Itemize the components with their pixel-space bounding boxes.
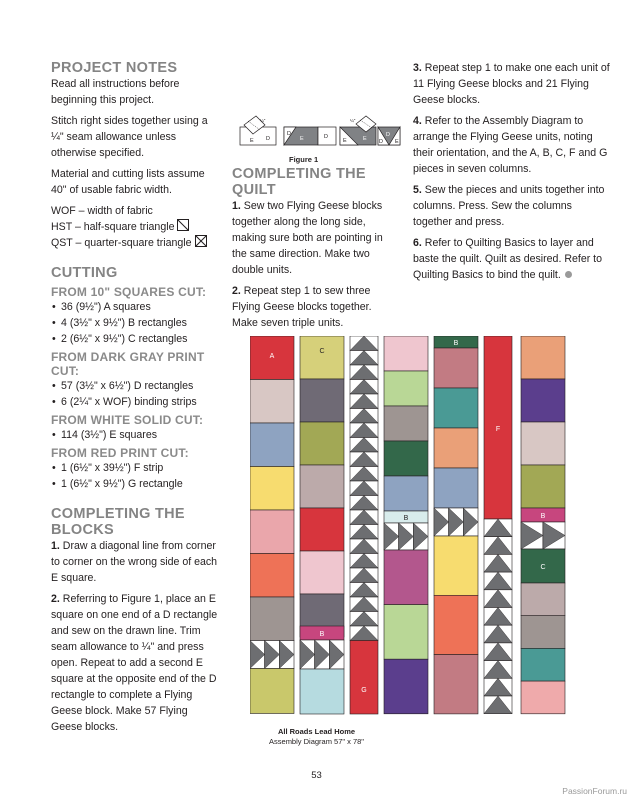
quilt-piece-a <box>300 508 344 551</box>
quilt-piece-a <box>250 510 294 554</box>
fig-label: E <box>343 138 347 144</box>
cutting-item: • 1 (6½" x 9½") G rectangle <box>51 476 221 492</box>
right-column <box>413 60 613 283</box>
piece-label: B <box>540 513 546 520</box>
quilt-piece-a <box>521 681 565 714</box>
quilt-step-6: 6. Refer to Quilting Basics to layer and baste the quilt. Quilt as desired. Refer to Quilting Basics to bind the quilt. <box>413 237 603 281</box>
diagram-subtitle: Assembly Diagram 57" x 78" <box>269 737 364 746</box>
quilt-piece-a <box>384 371 428 406</box>
notes-p2: Stitch right sides together using a ¼" seam allowance unless otherwise specified. <box>51 115 208 159</box>
half-square-triangle-icon <box>177 219 189 231</box>
fig-measure: ¼" <box>260 118 266 123</box>
fig-label: D <box>379 139 383 145</box>
fig-label: E <box>363 136 367 142</box>
quarter-square-triangle-icon <box>195 235 207 247</box>
end-mark-icon <box>565 271 572 278</box>
piece-label: A <box>269 353 275 360</box>
quilt-piece-a <box>384 406 428 441</box>
cutting-heading: CUTTING <box>51 265 118 281</box>
quilt-piece-a <box>434 428 478 468</box>
cutting-item: • 36 (9½") A squares <box>51 299 221 315</box>
cutting-item: • 6 (2¼" x WOF) binding strips <box>51 394 221 410</box>
quilt-piece-a <box>300 379 344 422</box>
quilt-step-5: 5. Sew the pieces and units together into columns. Press. Sew the columns together and press. <box>413 184 605 228</box>
quilt-piece-a <box>521 648 565 681</box>
piece-label: B <box>403 515 409 522</box>
quilt-step-3: 3. Repeat step 1 to make one each unit of 11 Flying Geese blocks and 21 Flying Geese blocks. <box>413 62 610 106</box>
notes-wof: WOF – width of fabric <box>51 205 153 217</box>
quilt-piece-a <box>434 468 478 508</box>
quilt-piece-a <box>521 465 565 508</box>
watermark: PassionForum.ru <box>562 786 627 796</box>
quilt-piece-a <box>521 422 565 465</box>
quilt-piece-a <box>434 348 478 388</box>
quilt-piece-a <box>521 616 565 649</box>
quilt-piece-a <box>250 423 294 467</box>
fig-label: D <box>287 131 291 137</box>
completing-blocks-heading: COMPLETING THE BLOCKS <box>51 506 185 538</box>
fig-label: D <box>266 136 270 142</box>
completing-quilt-heading: COMPLETING THE QUILT <box>232 166 366 198</box>
quilt-piece-a <box>384 336 428 371</box>
quilt-piece-a <box>250 554 294 598</box>
quilt-piece-a <box>300 465 344 508</box>
quilt-piece-a <box>250 467 294 511</box>
cutting-item: • 57 (3½" x 6½") D rectangles <box>51 378 221 394</box>
quilt-piece-a <box>384 476 428 511</box>
notes-hst: HST – half-square triangle <box>51 219 221 235</box>
cutting-item: • 1 (6½" x 39½") F strip <box>51 460 221 476</box>
quilt-piece-a <box>434 655 478 714</box>
project-notes-heading: PROJECT NOTES <box>51 60 178 76</box>
fig-label: D <box>324 134 328 140</box>
quilt-piece-a <box>434 388 478 428</box>
quilt-piece-a <box>384 550 428 605</box>
diagram-title: All Roads Lead Home <box>277 727 356 736</box>
quilt-piece-a <box>384 605 428 660</box>
piece-label: G <box>361 687 367 694</box>
piece-label: C <box>319 348 325 355</box>
cutting-item: • 114 (3½") E squares <box>51 427 221 443</box>
figure-1-caption: Figure 1 <box>289 155 319 164</box>
fig-label: D <box>386 132 390 138</box>
quilt-piece-a <box>300 422 344 465</box>
fig-measure: ¼" <box>350 118 356 123</box>
fig-label: E <box>250 138 254 144</box>
quilt-piece-g <box>350 641 378 715</box>
quilt-piece-a <box>434 536 478 595</box>
quilt-piece-a <box>300 336 344 379</box>
quilt-piece <box>300 669 344 714</box>
cutting-item: • 2 (6½" x 9½") C rectangles <box>51 331 221 347</box>
blocks-step-1: 1. Draw a diagonal line from corner to corner on the wrong side of each E square. <box>51 540 218 584</box>
quilt-piece-a <box>250 380 294 424</box>
piece-label: C <box>540 564 546 571</box>
quilt-piece-a <box>300 551 344 594</box>
fig-label: E <box>300 136 304 142</box>
quilt-piece-a <box>384 659 428 714</box>
cutting-group-title: FROM 10" SQUARES CUT: <box>51 285 207 299</box>
quilt-step-1: 1. Sew two Flying Geese blocks together along the long side, making sure both are pointing in the same direction. Make two double units. <box>232 200 383 276</box>
cutting-group-title: FROM DARK GRAY PRINT CUT: <box>51 350 205 378</box>
quilt-step-4: 4. Refer to the Assembly Diagram to arrange the Flying Geese units, noting their orientation, and the A, B, C, F and G pieces in seven columns. <box>413 115 608 175</box>
quilt-piece-a <box>521 336 565 379</box>
quilt-step-2: 2. Repeat step 1 to sew three Flying Geese blocks together. Make seven triple units. <box>232 285 372 329</box>
blocks-step-2: 2. Referring to Figure 1, place an E square on one end of a D rectangle and sew on the drawn line. Trim seam allowance to ¼" and press open. Repeat to add a second E square at the opposite end of the D rectangle to complete a Flying Geese block. Make 57 Flying Geese blocks. <box>51 593 218 733</box>
quilt-piece-a <box>250 597 294 641</box>
piece-label: F <box>495 426 501 433</box>
quilt-piece-a <box>434 595 478 654</box>
cutting-group-title: FROM RED PRINT CUT: <box>51 446 189 460</box>
fig-label: E <box>395 139 399 145</box>
notes-p1: Read all instructions before beginning this project. <box>51 78 180 106</box>
quilt-piece-a <box>384 441 428 476</box>
figure-1 <box>238 113 403 151</box>
quilt-piece-a <box>521 583 565 616</box>
piece-label: B <box>453 340 459 347</box>
quilt-piece-a <box>521 379 565 422</box>
quilt-piece <box>250 669 294 714</box>
piece-label: B <box>319 631 325 638</box>
notes-p3: Material and cutting lists assume 40" of usable fabric width. <box>51 168 205 196</box>
middle-column <box>232 162 400 331</box>
cutting-item: • 4 (3½" x 9½") B rectangles <box>51 315 221 331</box>
page-number: 53 <box>311 770 322 781</box>
assembly-diagram <box>250 336 580 716</box>
left-column <box>51 60 221 735</box>
notes-qst: QST – quarter-square triangle <box>51 235 221 251</box>
cutting-group-title: FROM WHITE SOLID CUT: <box>51 413 204 427</box>
